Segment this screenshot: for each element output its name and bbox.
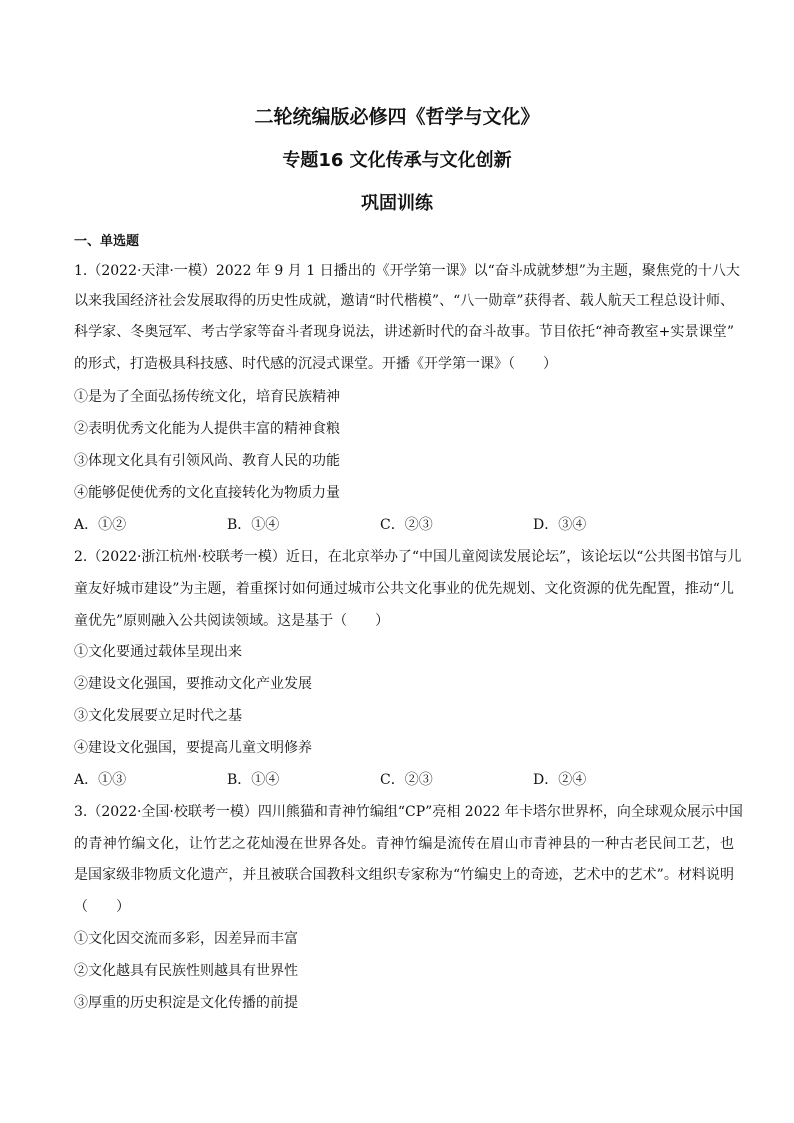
q1-stem-line: 1.（2022·天津·一模）2022 年 9 月 1 日播出的《开学第一课》以“奋斗成就梦想”为主题，聚焦党的十八大	[74, 263, 740, 279]
q2-choice-c[interactable]: C．②③	[380, 772, 433, 788]
q1-stem-line: 的形式，打造极具科技感、时代感的沉浸式课堂。开播《开学第一课》（ ）	[74, 356, 557, 372]
q3-stem-line: 是国家级非物质文化遗产，并且被联合国教科文组织专家称为“竹编史上的奇迹，艺术中的艺术”。材料说明	[74, 867, 734, 883]
q2-choice-a[interactable]: A．①③	[74, 772, 127, 788]
q1-stem-line: 以来我国经济社会发展取得的历史性成就，邀请“时代楷模”、“八一勋章”获得者、载人航天工程总设计师、	[74, 293, 734, 309]
q2-item: ②建设文化强国，要推动文化产业发展	[74, 676, 312, 692]
document-title: 二轮统编版必修四《哲学与文化》	[254, 106, 540, 128]
q2-stem-line: 童优先”原则融入公共阅读领域。这是基于（ ）	[74, 613, 390, 629]
q2-choice-d[interactable]: D．②④	[533, 772, 587, 788]
q2-item: ④建设文化强国，要提高儿童文明修养	[74, 740, 312, 756]
subtitle: 巩固训练	[361, 193, 433, 214]
q1-item: ②表明优秀文化能为人提供丰富的精神食粮	[74, 421, 340, 437]
q1-stem-line: 科学家、冬奥冠军、考古学家等奋斗者现身说法，讲述新时代的奋斗故事。节目依托“神奇教室+实景课堂”	[74, 324, 734, 340]
q3-stem-line: 的青神竹编文化，让竹艺之花灿漫在世界各处。青神竹编是流传在眉山市青神县的一种古老民间工艺，也	[74, 836, 734, 852]
topic-title: 专题16 文化传承与文化创新	[282, 150, 512, 171]
q1-choice-c[interactable]: C．②③	[380, 517, 433, 533]
q1-choice-b[interactable]: B．①④	[227, 517, 280, 533]
q2-stem-line: 童友好城市建设”为主题，着重探讨如何通过城市公共文化事业的优先规划、文化资源的优先配置，推动“儿	[74, 581, 734, 597]
q2-item: ①文化要通过载体呈现出来	[74, 644, 242, 660]
q1-item: ④能够促使优秀的文化直接转化为物质力量	[74, 485, 340, 501]
q3-item: ②文化越具有民族性则越具有世界性	[74, 963, 298, 979]
section-heading: 一、单选题	[74, 234, 140, 249]
q1-choice-d[interactable]: D．③④	[533, 517, 587, 533]
q1-choice-a[interactable]: A．①②	[74, 517, 127, 533]
q3-stem-line: 3.（2022·全国·校联考一模）四川熊猫和青神竹编组“CP”亮相 2022 年卡塔尔世界杯，向全球观众展示中国	[74, 804, 743, 820]
q1-item: ①是为了全面弘扬传统文化，培育民族精神	[74, 389, 340, 405]
q2-stem-line: 2.（2022·浙江杭州·校联考一模）近日，在北京举办了“中国儿童阅读发展论坛”，该论坛以“公共图书馆与儿	[74, 549, 742, 565]
q3-item: ①文化因交流而多彩，因差异而丰富	[74, 931, 298, 947]
q3-stem-line: （ ）	[74, 899, 130, 915]
q3-item: ③厚重的历史积淀是文化传播的前提	[74, 995, 298, 1011]
q2-item: ③文化发展要立足时代之基	[74, 708, 242, 724]
q1-item: ③体现文化具有引领风尚、教育人民的功能	[74, 453, 340, 469]
q2-choice-b[interactable]: B．①④	[227, 772, 280, 788]
